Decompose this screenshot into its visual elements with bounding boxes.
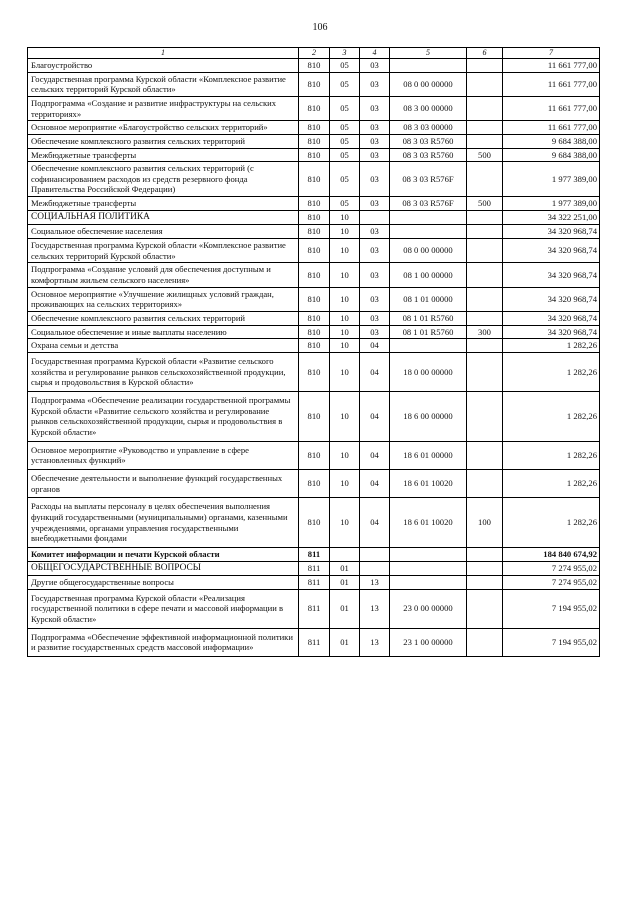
section-code: 01 bbox=[330, 561, 360, 576]
table-row bbox=[28, 225, 600, 239]
amount: 9 684 388,00 bbox=[503, 134, 600, 148]
subsection-code: 04 bbox=[360, 391, 390, 441]
expense-type bbox=[467, 628, 503, 656]
amount: 1 282,26 bbox=[503, 353, 600, 392]
row-name: Обеспечение комплексного развития сельских территорий (с софинансированием расходов из средств резервного фонда Правительства Российской Федерации) bbox=[28, 162, 299, 197]
row-name: Обеспечение деятельности и выполнение функций государственных органов bbox=[28, 469, 299, 497]
target-article: 08 1 01 00000 bbox=[390, 287, 467, 311]
target-article: 08 3 03 R576F bbox=[390, 197, 467, 211]
section-code bbox=[330, 547, 360, 561]
section-code: 10 bbox=[330, 353, 360, 392]
ministry-code: 810 bbox=[299, 225, 330, 239]
subsection-code: 03 bbox=[360, 121, 390, 135]
expense-type bbox=[467, 353, 503, 392]
expense-type bbox=[467, 469, 503, 497]
ministry-code: 810 bbox=[299, 58, 330, 72]
target-article bbox=[390, 576, 467, 590]
expense-type: 100 bbox=[467, 498, 503, 548]
amount: 34 320 968,74 bbox=[503, 225, 600, 239]
amount: 184 840 674,92 bbox=[503, 547, 600, 561]
ministry-code: 810 bbox=[299, 134, 330, 148]
row-name: Подпрограмма «Обеспечение реализации государственной программы Курской области «Развитие сельского хозяйства и регулирование рынков сельскохозяйственной продукции, сырья и продовольствия в Курской области» bbox=[28, 391, 299, 441]
subsection-code: 13 bbox=[360, 589, 390, 628]
section-code: 01 bbox=[330, 589, 360, 628]
target-article: 23 1 00 00000 bbox=[390, 628, 467, 656]
target-article: 18 0 00 00000 bbox=[390, 353, 467, 392]
ministry-code: 810 bbox=[299, 339, 330, 353]
target-article: 08 3 03 R576F bbox=[390, 162, 467, 197]
amount: 34 320 968,74 bbox=[503, 312, 600, 326]
amount: 11 661 777,00 bbox=[503, 72, 600, 96]
column-header: 6 bbox=[467, 48, 503, 59]
amount: 1 282,26 bbox=[503, 469, 600, 497]
amount: 9 684 388,00 bbox=[503, 148, 600, 162]
table-row bbox=[28, 498, 600, 548]
row-name: Основное мероприятие «Благоустройство сельских территорий» bbox=[28, 121, 299, 135]
ministry-code: 810 bbox=[299, 391, 330, 441]
target-article: 08 0 00 00000 bbox=[390, 239, 467, 263]
subsection-code: 04 bbox=[360, 469, 390, 497]
expense-type bbox=[467, 391, 503, 441]
expense-type: 500 bbox=[467, 197, 503, 211]
ministry-code: 810 bbox=[299, 498, 330, 548]
section-code: 05 bbox=[330, 121, 360, 135]
row-name: Основное мероприятие «Руководство и управление в сфере установленных функций» bbox=[28, 441, 299, 469]
expense-type bbox=[467, 589, 503, 628]
ministry-code: 810 bbox=[299, 197, 330, 211]
target-article bbox=[390, 339, 467, 353]
ministry-code: 810 bbox=[299, 148, 330, 162]
row-name: Основное мероприятие «Улучшение жилищных условий граждан, проживающих на сельских территориях» bbox=[28, 287, 299, 311]
amount: 34 322 251,00 bbox=[503, 210, 600, 225]
table-row bbox=[28, 325, 600, 339]
row-name: Межбюджетные трансферты bbox=[28, 197, 299, 211]
subsection-code: 03 bbox=[360, 225, 390, 239]
column-header: 7 bbox=[503, 48, 600, 59]
amount: 1 282,26 bbox=[503, 498, 600, 548]
section-code: 10 bbox=[330, 210, 360, 225]
subsection-code: 04 bbox=[360, 498, 390, 548]
expense-type: 300 bbox=[467, 325, 503, 339]
ministry-code: 810 bbox=[299, 121, 330, 135]
ministry-code: 811 bbox=[299, 547, 330, 561]
section-code: 10 bbox=[330, 312, 360, 326]
target-article: 08 3 03 R5760 bbox=[390, 134, 467, 148]
row-name: Государственная программа Курской области «Комплексное развитие сельских территорий Курской области» bbox=[28, 239, 299, 263]
table-row bbox=[28, 469, 600, 497]
expense-type bbox=[467, 72, 503, 96]
amount: 1 282,26 bbox=[503, 339, 600, 353]
row-name: Подпрограмма «Создание условий для обеспечения доступным и комфортным жильем сельского населения» bbox=[28, 263, 299, 287]
subsection-code: 03 bbox=[360, 263, 390, 287]
target-article bbox=[390, 58, 467, 72]
target-article: 08 1 01 R5760 bbox=[390, 325, 467, 339]
ministry-code: 810 bbox=[299, 162, 330, 197]
subsection-code: 13 bbox=[360, 576, 390, 590]
subsection-code: 04 bbox=[360, 339, 390, 353]
ministry-code: 810 bbox=[299, 263, 330, 287]
row-name: Благоустройство bbox=[28, 58, 299, 72]
table-row bbox=[28, 561, 600, 576]
subsection-code: 03 bbox=[360, 197, 390, 211]
expense-type bbox=[467, 312, 503, 326]
ministry-code: 810 bbox=[299, 312, 330, 326]
column-header: 3 bbox=[330, 48, 360, 59]
section-code: 10 bbox=[330, 263, 360, 287]
row-name: Межбюджетные трансферты bbox=[28, 148, 299, 162]
amount: 1 977 389,00 bbox=[503, 197, 600, 211]
row-name: Подпрограмма «Обеспечение эффективной информационной политики и развитие государственных средств массовой информации» bbox=[28, 628, 299, 656]
page-number: 106 bbox=[312, 22, 328, 33]
target-article bbox=[390, 547, 467, 561]
ministry-code: 810 bbox=[299, 210, 330, 225]
amount: 34 320 968,74 bbox=[503, 287, 600, 311]
ministry-code: 811 bbox=[299, 589, 330, 628]
target-article: 18 6 01 10020 bbox=[390, 498, 467, 548]
section-code: 05 bbox=[330, 197, 360, 211]
section-code: 05 bbox=[330, 162, 360, 197]
table-row bbox=[28, 576, 600, 590]
amount: 34 320 968,74 bbox=[503, 263, 600, 287]
expense-type bbox=[467, 210, 503, 225]
table-row bbox=[28, 287, 600, 311]
amount: 7 274 955,02 bbox=[503, 561, 600, 576]
ministry-code: 811 bbox=[299, 628, 330, 656]
section-code: 10 bbox=[330, 441, 360, 469]
amount: 1 977 389,00 bbox=[503, 162, 600, 197]
expense-type bbox=[467, 225, 503, 239]
row-name: Социальное обеспечение населения bbox=[28, 225, 299, 239]
amount: 1 282,26 bbox=[503, 441, 600, 469]
section-code: 10 bbox=[330, 498, 360, 548]
row-name: Государственная программа Курской области «Развитие сельского хозяйства и регулирование рынков сельскохозяйственной продукции, сырья и продовольствия в Курской области» bbox=[28, 353, 299, 392]
amount: 11 661 777,00 bbox=[503, 58, 600, 72]
ministry-code: 810 bbox=[299, 96, 330, 120]
table-row bbox=[28, 391, 600, 441]
table-row bbox=[28, 210, 600, 225]
ministry-code: 810 bbox=[299, 441, 330, 469]
target-article: 08 1 00 00000 bbox=[390, 263, 467, 287]
ministry-code: 810 bbox=[299, 72, 330, 96]
amount: 34 320 968,74 bbox=[503, 325, 600, 339]
section-code: 05 bbox=[330, 72, 360, 96]
subsection-code bbox=[360, 547, 390, 561]
row-name: Обеспечение комплексного развития сельских территорий bbox=[28, 134, 299, 148]
column-header: 1 bbox=[28, 48, 299, 59]
subsection-code: 03 bbox=[360, 325, 390, 339]
target-article: 18 6 01 10020 bbox=[390, 469, 467, 497]
subsection-code bbox=[360, 561, 390, 576]
row-name: Комитет информации и печати Курской области bbox=[28, 547, 299, 561]
subsection-code: 03 bbox=[360, 72, 390, 96]
row-name: Охрана семьи и детства bbox=[28, 339, 299, 353]
section-code: 10 bbox=[330, 325, 360, 339]
target-article: 08 3 03 R5760 bbox=[390, 148, 467, 162]
expense-type bbox=[467, 263, 503, 287]
section-code: 01 bbox=[330, 576, 360, 590]
row-name: Подпрограмма «Создание и развитие инфраструктуры на сельских территориях» bbox=[28, 96, 299, 120]
table-row bbox=[28, 239, 600, 263]
table-row bbox=[28, 441, 600, 469]
section-code: 05 bbox=[330, 134, 360, 148]
target-article: 18 6 00 00000 bbox=[390, 391, 467, 441]
section-code: 10 bbox=[330, 391, 360, 441]
table-row bbox=[28, 589, 600, 628]
table-row bbox=[28, 628, 600, 656]
table-row bbox=[28, 148, 600, 162]
table-row bbox=[28, 312, 600, 326]
ministry-code: 810 bbox=[299, 325, 330, 339]
ministry-code: 810 bbox=[299, 353, 330, 392]
subsection-code: 03 bbox=[360, 312, 390, 326]
expense-type bbox=[467, 576, 503, 590]
section-code: 10 bbox=[330, 225, 360, 239]
subsection-code bbox=[360, 210, 390, 225]
target-article: 23 0 00 00000 bbox=[390, 589, 467, 628]
subsection-code: 04 bbox=[360, 441, 390, 469]
amount: 1 282,26 bbox=[503, 391, 600, 441]
target-article: 08 0 00 00000 bbox=[390, 72, 467, 96]
section-code: 10 bbox=[330, 287, 360, 311]
row-name: Социальное обеспечение и иные выплаты населению bbox=[28, 325, 299, 339]
amount: 7 194 955,02 bbox=[503, 628, 600, 656]
table-row bbox=[28, 58, 600, 72]
expense-type bbox=[467, 561, 503, 576]
row-name: Расходы на выплаты персоналу в целях обеспечения выполнения функций государственными (муниципальными) органами, казенными учреждениями, органами управления государственными внебюджетными фондами bbox=[28, 498, 299, 548]
column-number-row bbox=[28, 48, 600, 59]
ministry-code: 811 bbox=[299, 576, 330, 590]
subsection-code: 04 bbox=[360, 353, 390, 392]
expense-type: 500 bbox=[467, 148, 503, 162]
subsection-code: 03 bbox=[360, 134, 390, 148]
table-row bbox=[28, 134, 600, 148]
row-name: Государственная программа Курской области «Комплексное развитие сельских территорий Курской области» bbox=[28, 72, 299, 96]
ministry-code: 811 bbox=[299, 561, 330, 576]
column-header: 4 bbox=[360, 48, 390, 59]
row-name: Обеспечение комплексного развития сельских территорий bbox=[28, 312, 299, 326]
section-code: 01 bbox=[330, 628, 360, 656]
column-header: 5 bbox=[390, 48, 467, 59]
table-row bbox=[28, 96, 600, 120]
column-header: 2 bbox=[299, 48, 330, 59]
row-name: ОБЩЕГОСУДАРСТВЕННЫЕ ВОПРОСЫ bbox=[28, 561, 299, 576]
section-code: 05 bbox=[330, 96, 360, 120]
row-name: СОЦИАЛЬНАЯ ПОЛИТИКА bbox=[28, 210, 299, 225]
table-row bbox=[28, 353, 600, 392]
target-article bbox=[390, 225, 467, 239]
subsection-code: 03 bbox=[360, 58, 390, 72]
amount: 11 661 777,00 bbox=[503, 96, 600, 120]
table-row bbox=[28, 197, 600, 211]
table-row bbox=[28, 547, 600, 561]
section-code: 10 bbox=[330, 239, 360, 263]
target-article: 08 3 03 00000 bbox=[390, 121, 467, 135]
budget-table bbox=[27, 47, 600, 657]
expense-type bbox=[467, 287, 503, 311]
expense-type bbox=[467, 441, 503, 469]
table-row bbox=[28, 121, 600, 135]
expense-type bbox=[467, 239, 503, 263]
section-code: 10 bbox=[330, 339, 360, 353]
row-name: Государственная программа Курской области «Реализация государственной политики в сфере печати и массовой информации в Курской области» bbox=[28, 589, 299, 628]
ministry-code: 810 bbox=[299, 287, 330, 311]
amount: 11 661 777,00 bbox=[503, 121, 600, 135]
target-article: 08 3 00 00000 bbox=[390, 96, 467, 120]
amount: 34 320 968,74 bbox=[503, 239, 600, 263]
table-row bbox=[28, 162, 600, 197]
subsection-code: 03 bbox=[360, 239, 390, 263]
target-article: 08 1 01 R5760 bbox=[390, 312, 467, 326]
amount: 7 194 955,02 bbox=[503, 589, 600, 628]
expense-type bbox=[467, 96, 503, 120]
expense-type bbox=[467, 339, 503, 353]
ministry-code: 810 bbox=[299, 239, 330, 263]
section-code: 05 bbox=[330, 58, 360, 72]
ministry-code: 810 bbox=[299, 469, 330, 497]
expense-type bbox=[467, 134, 503, 148]
expense-type bbox=[467, 121, 503, 135]
subsection-code: 03 bbox=[360, 96, 390, 120]
subsection-code: 13 bbox=[360, 628, 390, 656]
table-row bbox=[28, 339, 600, 353]
expense-type bbox=[467, 162, 503, 197]
table-row bbox=[28, 263, 600, 287]
amount: 7 274 955,02 bbox=[503, 576, 600, 590]
subsection-code: 03 bbox=[360, 162, 390, 197]
row-name: Другие общегосударственные вопросы bbox=[28, 576, 299, 590]
table-row bbox=[28, 72, 600, 96]
section-code: 10 bbox=[330, 469, 360, 497]
subsection-code: 03 bbox=[360, 287, 390, 311]
expense-type bbox=[467, 547, 503, 561]
expense-type bbox=[467, 58, 503, 72]
table-body bbox=[28, 58, 600, 656]
target-article bbox=[390, 210, 467, 225]
subsection-code: 03 bbox=[360, 148, 390, 162]
target-article bbox=[390, 561, 467, 576]
section-code: 05 bbox=[330, 148, 360, 162]
target-article: 18 6 01 00000 bbox=[390, 441, 467, 469]
